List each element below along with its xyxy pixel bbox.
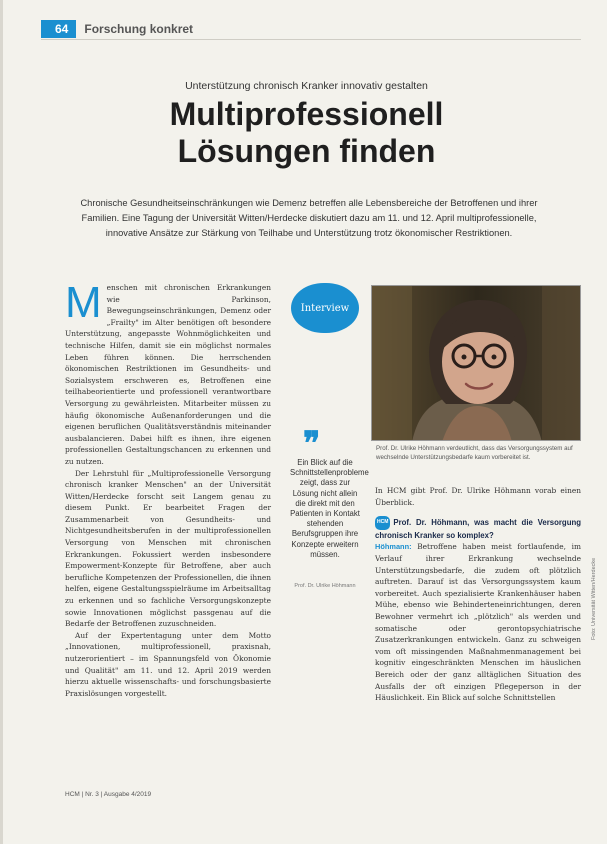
article-lead: Chronische Gesundheitseinschränkungen wie Demenz betreffen alle Lebensbereiche der Betroffenen und ihrer Familien. Eine Tagung der Universität Witten/Herdecke diskutiert dazu am 11. und 12. April multiprofessionelle, innovative Ansätze zur Stärkung von Teilhabe und Unterstützung trotz ökonomischer Restriktionen. bbox=[80, 198, 538, 238]
interview-question bbox=[375, 516, 581, 541]
body-paragraph: Auf der Expertentagung unter dem Motto „Innovationen, multiprofessionell, praxisnah, nutzerorientiert – im Spannungsfeld von Ökonomie und Qualität" am 11. und 12. April 2019 werden hierzu aktuelle wissenschafts- und forschungsbasierte Praxislösungen vorgestellt. bbox=[65, 630, 271, 698]
article-kicker: Unterstützung chronisch Kranker innovativ gestalten bbox=[185, 80, 428, 92]
body-paragraph: Der Lehrstuhl für „Multiprofessionelle Versorgung chronisch kranker Menschen" an der Universität Witten/Herdecke forscht seit Langem genau zu diesem Punkt. Er bearbeitet Fragen der Zusammenarbeit von Gesundheits- und Nichtgesundheitsberufen in der multiprofessionellen Versorgung von Menschen mit chronischen Erkrankungen. Fokussiert werden insbesondere Empowerment-Konzepte für Betroffene, aber auch berufliche Kompetenzen der Professionellen, die ihnen helfen, eigene Gestaltungsspielräume im Arbeitsalltag zu erkennen und so fachliche Versorgungskonzepte sowie Innovationen möglichst passgenau auf die Bedarfe der Betroffenen zuzuschneiden. bbox=[65, 468, 271, 629]
hcm-tag: HCM bbox=[375, 516, 390, 530]
answer-text: Betroffene haben meist fortlaufende, im Verlauf ihrer Erkrankung wechselnde Unterstützungsbedarfe, die zudem oft plötzlich auftreten. Darauf ist das Versorgungssystem kaum vorbereitet. Auch spezialisierte Krankenhäuser haben Mühe, ebenso wie Behinderteneinrichtungen, deren Bewohner vermehrt ich „plötzlich" als werden und somatische oder gerontopsychiatrische Zusatzerkrankungen entwickeln. Ganz zu schweigen vom oft missingenden Maßnahmenmanagement bei kognitiv eingeschränkten Menschen im häuslichen Bereich oder der ganz alltäglichen Situation des Ausfalls der oft einzigen Pflegeperson in der Häuslichkeit. Ein Blick auf solche Schnittstellen bbox=[375, 542, 581, 703]
portrait-photo bbox=[371, 285, 581, 441]
page-header bbox=[41, 20, 193, 38]
body-column-3 bbox=[375, 485, 581, 704]
section-title: Forschung konkret bbox=[84, 22, 194, 36]
interview-answer bbox=[375, 541, 581, 703]
page-number: 64 bbox=[41, 20, 76, 38]
drop-cap: M bbox=[65, 278, 102, 327]
page-footer: HCM | Nr. 3 | Ausgabe 4/2019 bbox=[65, 791, 152, 798]
title-line-2: Lösungen finden bbox=[177, 133, 436, 169]
article-title bbox=[3, 96, 607, 170]
body-column-1 bbox=[65, 278, 271, 699]
photo-credit: Foto: Universität Witten/Herdecke bbox=[591, 557, 597, 640]
question-text: Prof. Dr. Höhmann, was macht die Versorgung chronisch Kranker so komplex? bbox=[375, 518, 581, 540]
header-divider bbox=[41, 39, 581, 40]
photo-caption: Prof. Dr. Ulrike Höhmann verdeutlicht, dass das Versorgungssystem auf wechselnde Unterstützungsbedarfe kaum vorbereitet ist. bbox=[376, 445, 573, 461]
body-paragraph: enschen mit chronischen Erkrankungen wie Parkinson, Bewegungseinschränkungen, Demenz oder „Frailty" im Alter benötigen oft besondere Unterstützung, angepasste Wohnmöglichkeiten und technische Hilfen, damit sie ein möglichst normales Leben führen können. Die herrschenden ökonomischen Restriktionen im Gesundheits- und Sozialsystem erschweren es, Betroffenen eine teilhabeorientierte und professionell verantwortbare Versorgung zu gewährleisten. Mitarbeiter müssen zu häufig ökonomische Außenanforderungen und die eigenen beruflichen Qualitätsverständnis miteinander ausbalancieren. Dabei hilft es ihnen, ihre eigenen professionellen Gestaltungschancen zu erkennen und zu nutzen. bbox=[65, 283, 271, 466]
portrait-image bbox=[372, 286, 581, 441]
title-line-1: Multiprofessionell bbox=[169, 96, 444, 132]
pull-quote-author: Prof. Dr. Ulrike Höhmann bbox=[294, 583, 356, 589]
pull-quote: Ein Blick auf die Schnittstellenprobleme zeigt, dass zur Lösung nicht allein die direkt mit den Patienten in Kontakt stehenden Berufsgruppen ihre Konzepte erweitern müssen. bbox=[290, 458, 369, 559]
quote-icon: ❞ bbox=[303, 424, 321, 462]
interview-badge: Interview bbox=[291, 283, 359, 333]
interview-intro: In HCM gibt Prof. Dr. Ulrike Höhmann vorab einen Überblick. bbox=[375, 486, 581, 507]
answer-speaker: Höhmann: bbox=[375, 542, 412, 552]
